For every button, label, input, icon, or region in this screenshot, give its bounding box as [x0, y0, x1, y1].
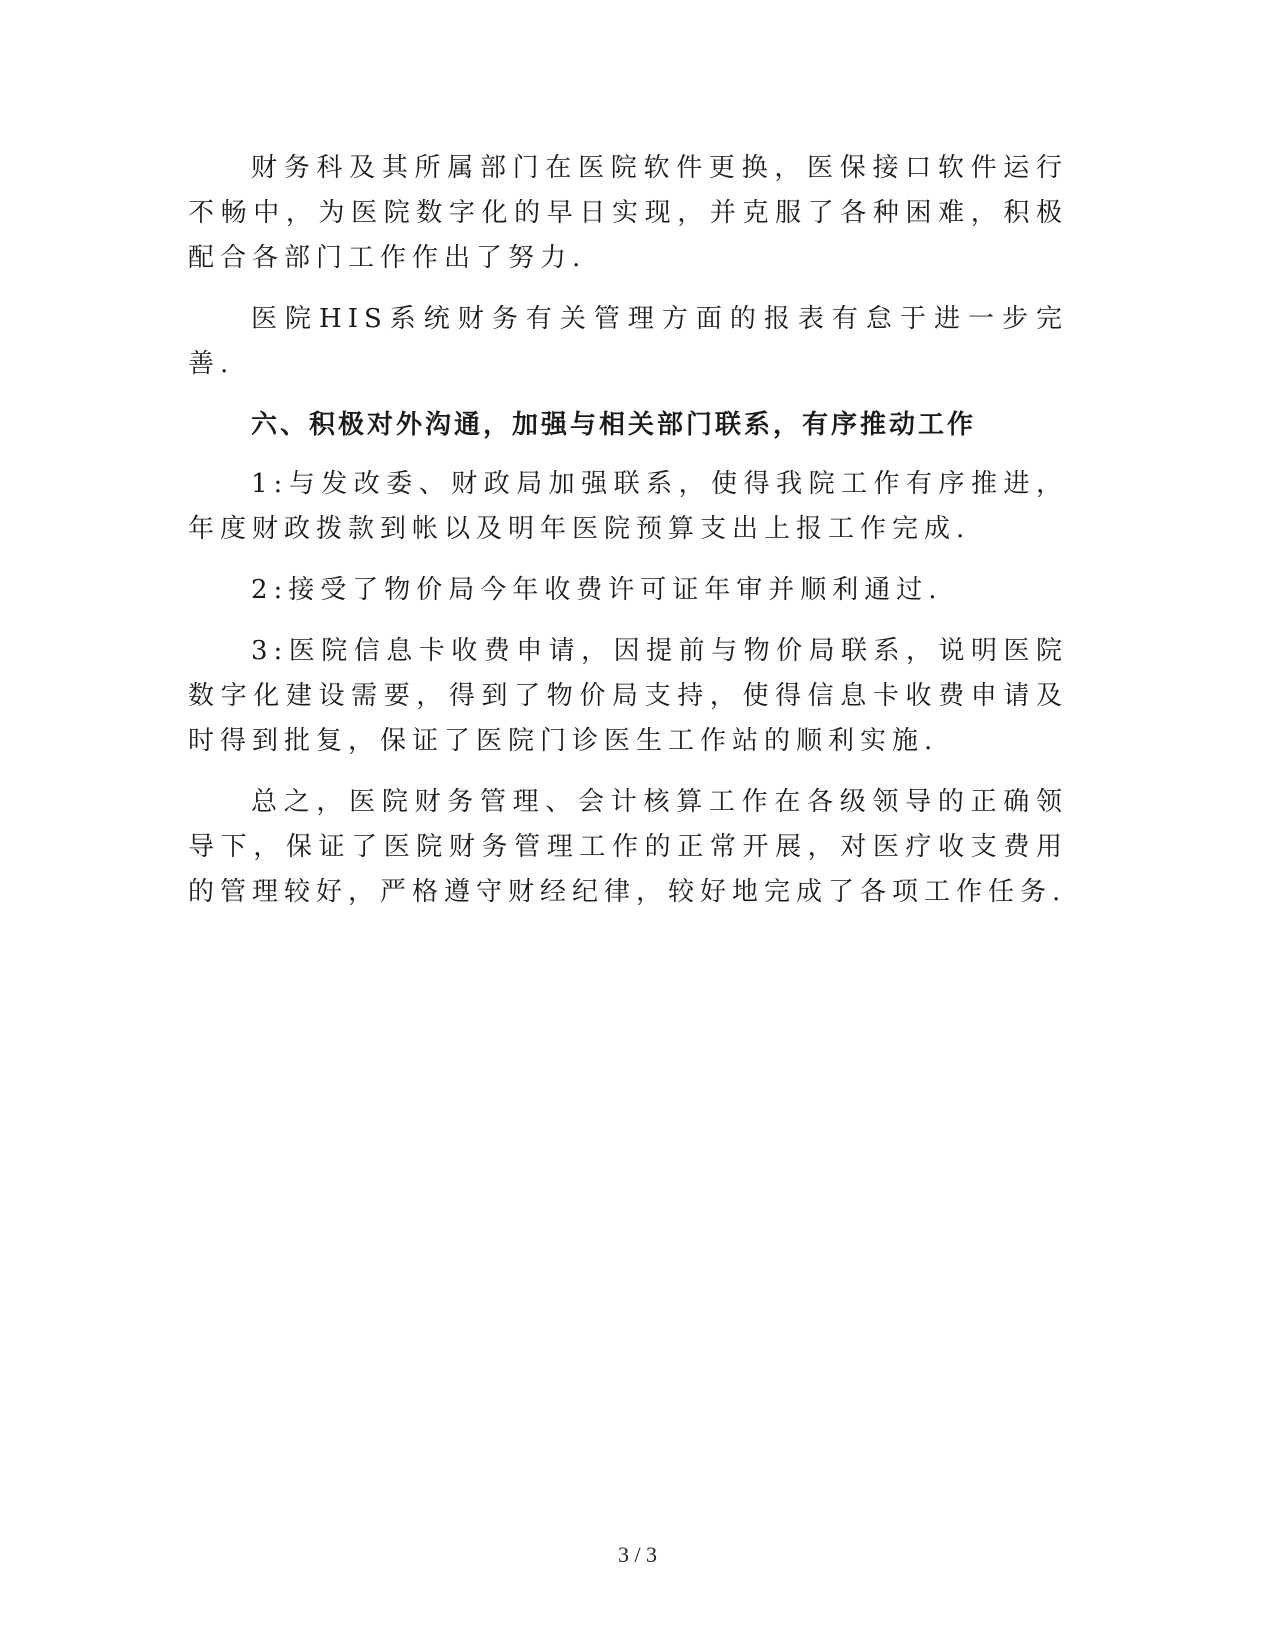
paragraph-software-change: 财务科及其所属部门在医院软件更换，医保接口软件运行不畅中，为医院数字化的早日实现，并克服了各种困难，积极配合各部门工作作出了努力. — [188, 153, 1068, 273]
paragraph-item-3: 3:医院信息卡收费申请，因提前与物价局联系，说明医院数字化建设需要，得到了物价局支持，使得信息卡收费申请及时得到批复，保证了医院门诊医生工作站的顺利实施. — [188, 636, 1068, 756]
section-heading-six: 六、积极对外沟通，加强与相关部门联系，有序推动工作 — [251, 410, 977, 440]
page-number: 3 / 3 — [617, 1542, 658, 1567]
paragraph-his-reports: 医院HIS系统财务有关管理方面的报表有怠于进一步完善. — [188, 304, 1068, 379]
document-body — [188, 146, 1068, 931]
paragraph-item-2: 2:接受了物价局今年收费许可证年审并顺利通过. — [251, 575, 943, 605]
paragraph-summary: 总之，医院财务管理、会计核算工作在各级领导的正确领导下，保证了医院财务管理工作的正常开展，对医疗收支费用的管理较好，严格遵守财经纪律，较好地完成了各项工作任务. — [188, 787, 1068, 907]
paragraph-item-1: 1:与发改委、财政局加强联系，使得我院工作有序推进，年度财政拨款到帐以及明年医院预算支出上报工作完成. — [188, 469, 1068, 544]
